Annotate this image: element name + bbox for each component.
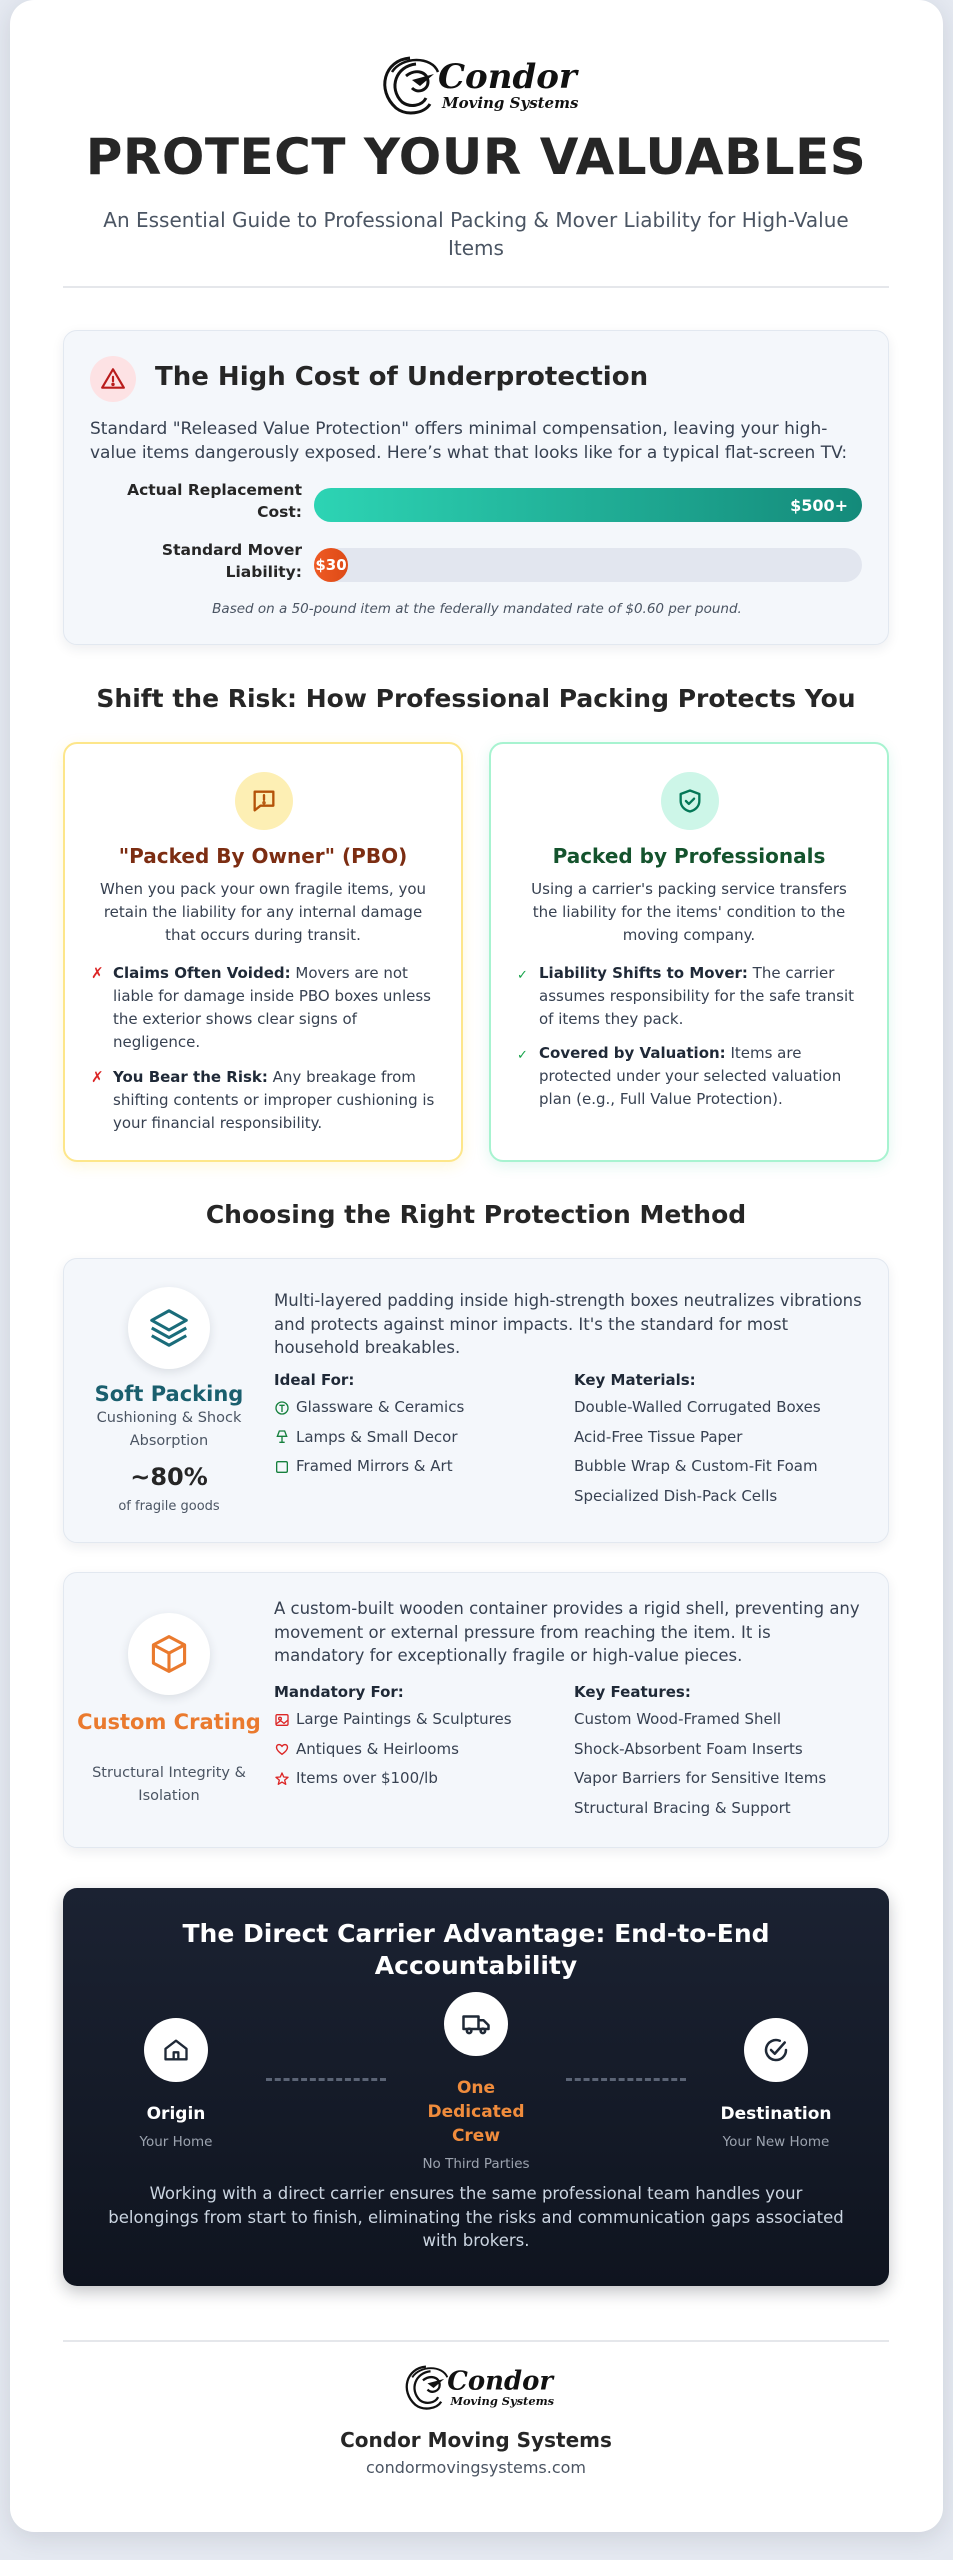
mandatory-for-list [274, 1705, 512, 1794]
logo-text-sub: Moving Systems [441, 94, 578, 112]
soft-packing-subtitle: Cushioning & Shock Absorption [96, 1410, 242, 1449]
cost-description: Standard "Released Value Protection" offers minimal compensation, leaving your high-value items dangerously exposed. Here’s what that looks like for a typical flat-screen TV: [90, 419, 848, 463]
list-item: Large Paintings & Sculptures [274, 1705, 512, 1735]
company-website-link[interactable]: condormovingsystems.com [366, 2458, 586, 2477]
lamp-icon [274, 1429, 296, 1445]
list-item: Framed Mirrors & Art [274, 1452, 464, 1482]
pbo-point: ✗ You Bear the Risk: Any breakage from shifting contents or improper cushioning is your financial responsibility. [91, 1068, 435, 1132]
list-item: Vapor Barriers for Sensitive Items [574, 1769, 827, 1787]
soft-packing-stat-label: of fragile goods [118, 1499, 220, 1514]
custom-crating-description: A custom-built wooden container provides a rigid shell, preventing any movement or external pressure from reaching the item. It is mandatory for exceptionally fragile or high-value pieces. [274, 1599, 860, 1665]
connector-line [566, 2078, 686, 2081]
custom-crating-name: Custom Crating [77, 1710, 261, 1734]
custom-crating-card [63, 1572, 889, 1848]
pbo-title: "Packed By Owner" (PBO) [118, 844, 408, 868]
ideal-for-list [274, 1393, 464, 1482]
step-destination-name: Destination [720, 2104, 832, 2124]
infographic-page [10, 0, 943, 2532]
image-icon [274, 1712, 296, 1728]
step-origin-name: Origin [146, 2104, 206, 2124]
list-item: Shock-Absorbent Foam Inserts [574, 1739, 803, 1758]
soft-packing-stat: ~80% [130, 1463, 208, 1491]
list-item: Double-Walled Corrugated Boxes [574, 1398, 821, 1416]
shield-check-icon [661, 772, 719, 830]
mover-liability-label: Standard Mover Liability: [161, 541, 302, 581]
box-icon [128, 1613, 210, 1695]
list-item: Items over $100/lb [274, 1764, 512, 1794]
warning-icon [90, 356, 136, 402]
check-circle-icon [744, 2018, 808, 2082]
company-name: Condor Moving Systems [340, 2428, 612, 2452]
replacement-cost-label: Actual Replacement Cost: [127, 481, 302, 521]
check-icon: ✓ [517, 968, 528, 983]
page-subtitle: An Essential Guide to Professional Packing & Mover Liability for High-Value Items [103, 208, 849, 260]
direct-carrier-title: The Direct Carrier Advantage: End-to-End Accountability [182, 1919, 770, 1980]
glass-icon [274, 1400, 296, 1416]
truck-icon [444, 1992, 508, 2056]
step-destination [676, 2018, 876, 2150]
list-item: Structural Bracing & Support [574, 1798, 791, 1817]
key-materials-heading: Key Materials: [574, 1371, 696, 1389]
cost-footnote: Based on a 50-pound item at the federally mandated rate of $0.60 per pound. [212, 601, 742, 617]
professional-description: Using a carrier's packing service transfers the liability for the items' condition to the moving company. [531, 880, 847, 944]
underprotection-card [63, 330, 889, 645]
connector-line [266, 2078, 386, 2081]
header-divider [63, 286, 889, 288]
pbo-description: When you pack your own fragile items, you retain the liability for any internal damage that occurs during transit. [99, 880, 427, 944]
direct-carrier-section [63, 1888, 889, 2286]
star-icon [274, 1771, 296, 1787]
alert-message-icon [235, 772, 293, 830]
soft-packing-description: Multi-layered padding inside high-strength boxes neutralizes vibrations and protects against minor impacts. It's the standard for most household breakables. [274, 1291, 862, 1357]
direct-carrier-note: Working with a direct carrier ensures the same professional team handles your belongings from start to finish, eliminating the risks and communication gaps associated with brokers. [108, 2184, 844, 2250]
methods-title: Choosing the Right Protection Method [205, 1200, 747, 1229]
soft-packing-name: Soft Packing [94, 1382, 244, 1406]
frame-icon [274, 1459, 296, 1475]
soft-packing-card [63, 1258, 889, 1543]
cross-icon: ✗ [91, 1068, 104, 1086]
professional-title: Packed by Professionals [552, 844, 826, 868]
step-origin [76, 2018, 276, 2150]
list-item: Acid-Free Tissue Paper [574, 1427, 743, 1446]
heart-icon [274, 1741, 296, 1757]
pbo-card [63, 742, 463, 1162]
cross-icon: ✗ [91, 964, 104, 982]
step-destination-sub: Your New Home [722, 2134, 830, 2150]
ideal-for-heading: Ideal For: [274, 1371, 355, 1389]
check-icon: ✓ [517, 1048, 528, 1063]
footer-logo [10, 2360, 943, 2416]
mover-liability-bar [314, 548, 862, 582]
list-item: Antiques & Heirlooms [274, 1735, 512, 1765]
list-item: Lamps & Small Decor [274, 1423, 464, 1453]
pbo-point: ✗ Claims Often Voided: Movers are not liable for damage inside PBO boxes unless the exterior shows clear signs of negligence. [91, 964, 431, 1051]
footer-divider [63, 2340, 889, 2342]
professional-point: ✓ Liability Shifts to Mover: The carrier assumes responsibility for the safe transit of items they pack. [517, 964, 855, 1028]
professional-card [489, 742, 889, 1162]
replacement-cost-value: $500+ [314, 488, 862, 522]
list-item: Glassware & Ceramics [274, 1393, 464, 1423]
step-crew [376, 1992, 576, 2172]
list-item: Bubble Wrap & Custom-Fit Foam [574, 1457, 818, 1475]
shift-risk-title: Shift the Risk: How Professional Packing Protects You [96, 684, 856, 713]
custom-crating-subtitle: Structural Integrity & Isolation [92, 1765, 246, 1804]
layers-icon [128, 1287, 210, 1369]
key-features-list [574, 1705, 826, 1823]
mandatory-for-heading: Mandatory For: [274, 1683, 404, 1701]
list-item: Specialized Dish-Pack Cells [574, 1486, 778, 1505]
logo-text-main: Condor [437, 57, 577, 97]
page-title: PROTECT YOUR VALUABLES [85, 128, 867, 186]
key-features-heading: Key Features: [574, 1683, 691, 1701]
step-crew-name: One Dedicated Crew [427, 2078, 525, 2146]
cost-title: The High Cost of Underprotection [155, 362, 649, 392]
key-materials-list [574, 1393, 821, 1511]
footer-logo-text-main: Condor [446, 2366, 553, 2397]
step-origin-sub: Your Home [139, 2134, 213, 2150]
home-icon [144, 2018, 208, 2082]
mover-liability-value: $30 [314, 548, 348, 582]
list-item: Custom Wood-Framed Shell [574, 1710, 782, 1728]
replacement-cost-bar [314, 488, 862, 522]
professional-point: ✓ Covered by Valuation: Items are protected under your selected valuation plan (e.g., Full Value Protection). [517, 1044, 842, 1108]
company-logo [10, 50, 943, 122]
footer-logo-text-sub: Moving Systems [449, 2393, 554, 2408]
step-crew-sub: No Third Parties [422, 2156, 530, 2172]
